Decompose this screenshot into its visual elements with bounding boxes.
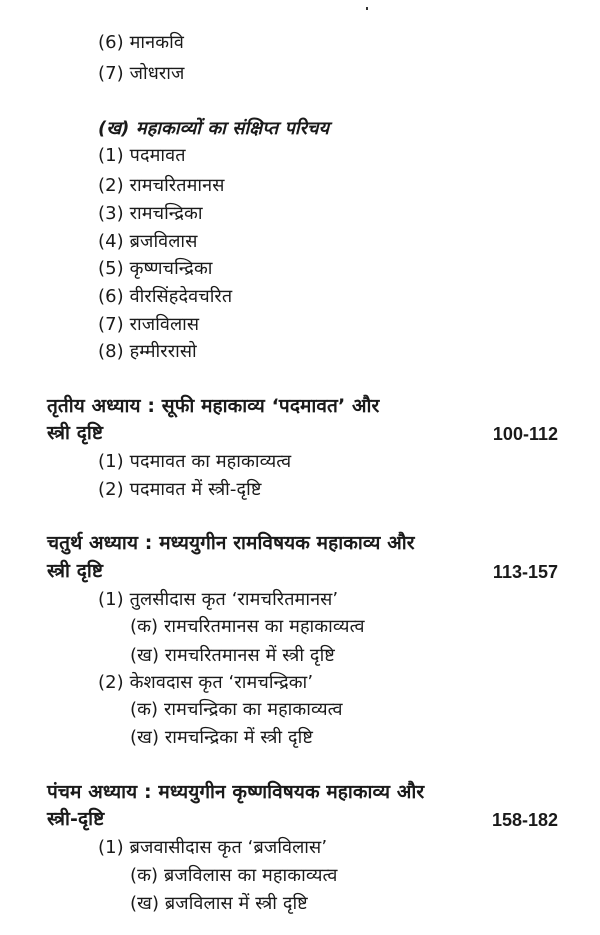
list-item: (7) राजविलास xyxy=(98,314,200,335)
chapter-heading-cont: स्त्री-दृष्टि xyxy=(47,808,105,830)
list-item: (6) वीरसिंहदेवचरित xyxy=(98,286,233,307)
list-item: (3) रामचन्द्रिका xyxy=(98,203,203,224)
list-item: (5) कृष्णचन्द्रिका xyxy=(98,258,213,279)
chapter-heading-cont: स्त्री दृष्टि xyxy=(47,560,104,582)
page-range: 113-157 xyxy=(492,562,558,582)
list-item: (1) पदमावत का महाकाव्यत्व xyxy=(98,451,292,472)
sub-list-item: (ख) रामचन्द्रिका में स्त्री दृष्टि xyxy=(130,727,313,748)
page-range: 158-182 xyxy=(491,810,558,830)
sub-list-item: (ख) रामचरितमानस में स्त्री दृष्टि xyxy=(130,645,335,666)
page-range: 100-112 xyxy=(492,424,558,444)
sub-list-item: (क) रामचरितमानस का महाकाव्यत्व xyxy=(130,616,365,637)
sub-list-item: (क) रामचन्द्रिका का महाकाव्यत्व xyxy=(130,699,343,720)
sub-list-item: (ख) ब्रजविलास में स्त्री दृष्टि xyxy=(130,893,308,914)
list-item: (1) पदमावत xyxy=(98,145,186,166)
list-item: (2) केशवदास कृत ‘रामचन्द्रिका’ xyxy=(98,672,314,693)
list-item: (6) मानकवि xyxy=(98,32,184,53)
chapter-heading: पंचम अध्याय : मध्ययुगीन कृष्णविषयक महाकाव्य और xyxy=(47,781,425,803)
list-item: (2) रामचरितमानस xyxy=(98,175,225,196)
list-item: (1) ब्रजवासीदास कृत ‘ब्रजविलास’ xyxy=(98,837,328,858)
print-speck xyxy=(366,7,368,10)
list-item: (2) पदमावत में स्त्री-दृष्टि xyxy=(98,479,262,500)
list-item: (8) हम्मीररासो xyxy=(98,341,197,362)
sub-list-item: (क) ब्रजविलास का महाकाव्यत्व xyxy=(130,865,338,886)
chapter-heading: चतुर्थ अध्याय : मध्ययुगीन रामविषयक महाकाव्य और xyxy=(47,532,415,554)
section-heading: (ख) महाकाव्यों का संक्षिप्त परिचय xyxy=(98,118,330,139)
list-item: (1) तुलसीदास कृत ‘रामचरितमानस’ xyxy=(98,589,339,610)
chapter-heading: तृतीय अध्याय : सूफी महाकाव्य ‘पदमावत’ और xyxy=(47,395,380,417)
chapter-heading-cont: स्त्री दृष्टि xyxy=(47,422,104,444)
list-item: (7) जोधराज xyxy=(98,63,185,84)
list-item: (4) ब्रजविलास xyxy=(98,231,198,252)
